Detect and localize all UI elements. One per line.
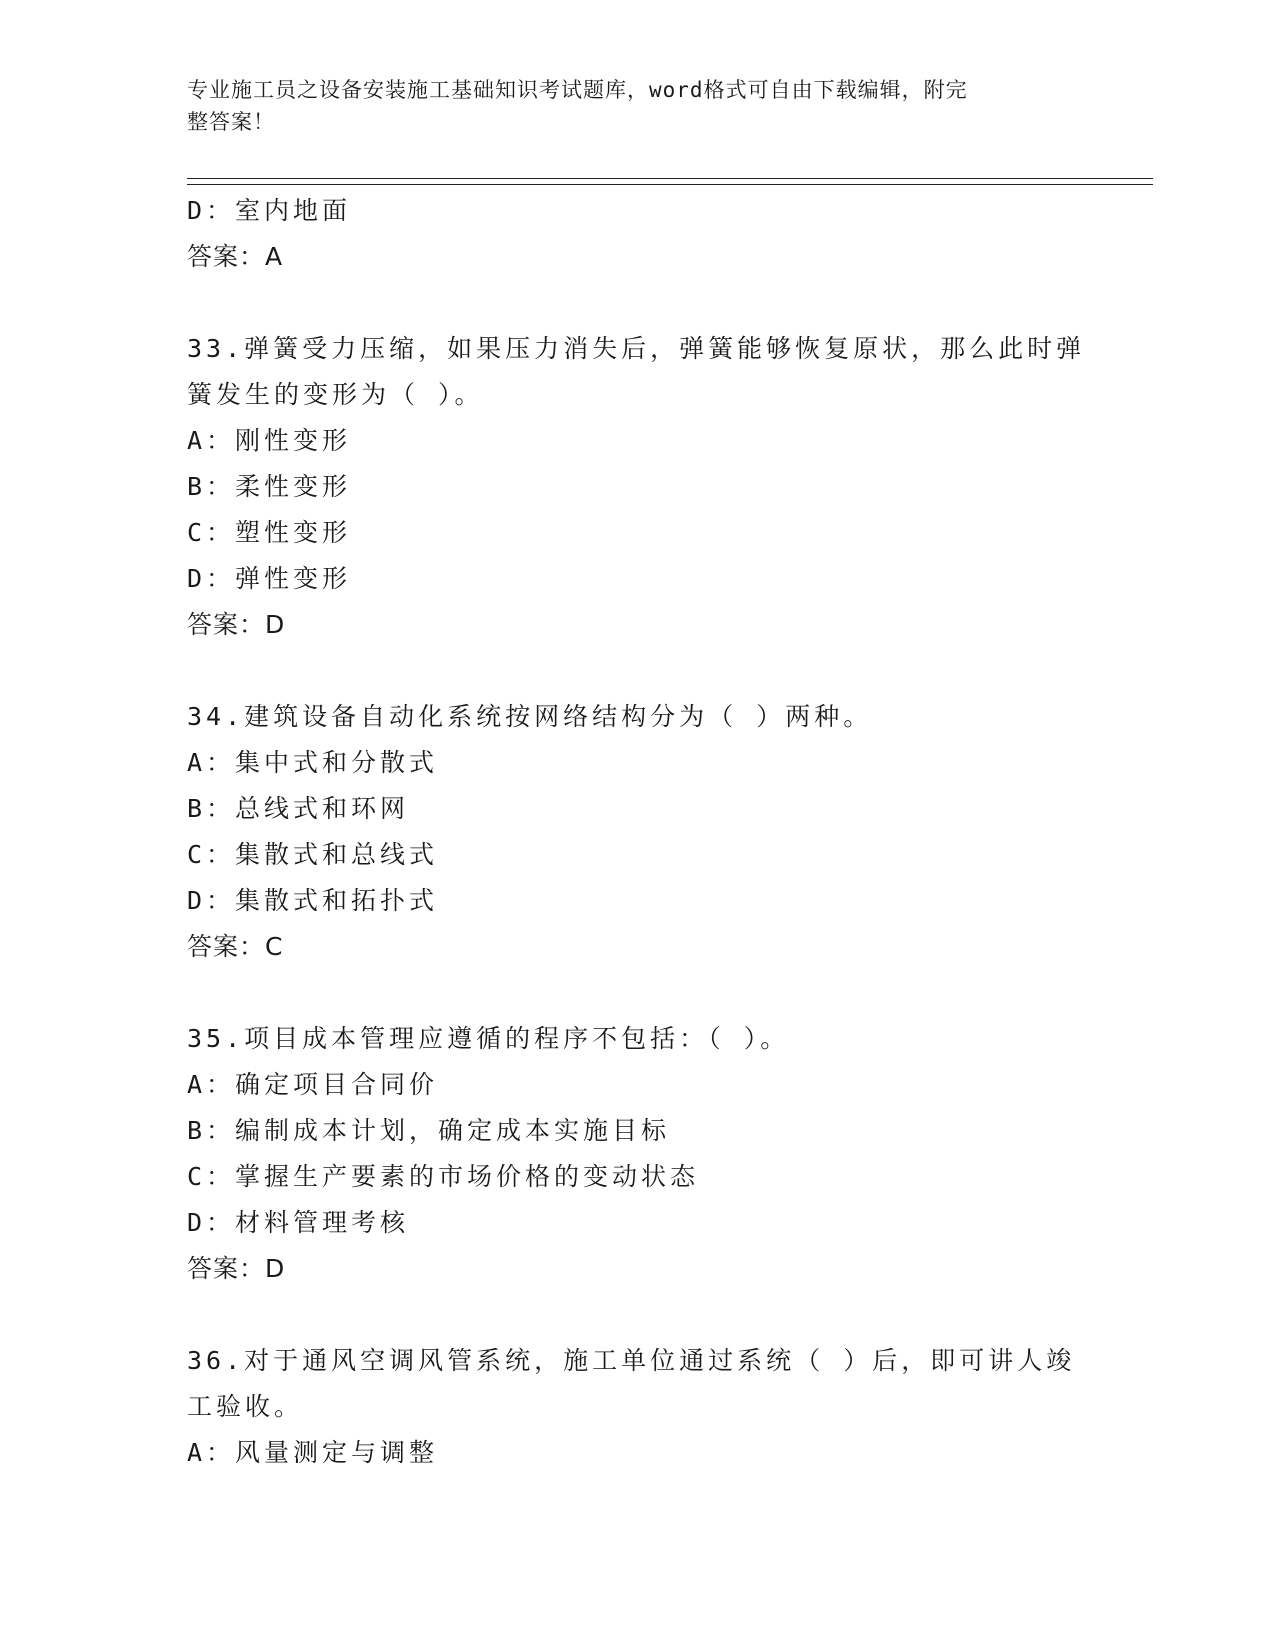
question-33	[187, 326, 1087, 648]
question-stem: 34.建筑设备自动化系统按网络结构分为（ ）两种。	[187, 702, 873, 731]
option-a: A：风量测定与调整	[187, 1438, 439, 1467]
header-line-1: 专业施工员之设备安装施工基础知识考试题库，word格式可自由下载编辑，附完	[187, 78, 968, 102]
header-line-2: 整答案！	[187, 110, 275, 134]
option-d: D：集散式和拓扑式	[187, 886, 439, 915]
question-list	[187, 188, 1087, 1476]
option-d: D：弹性变形	[187, 564, 352, 593]
option-d: D：室内地面	[187, 196, 352, 225]
question-stem: 工验收。	[187, 1392, 304, 1421]
answer: 答案：A	[187, 242, 284, 271]
option-c: C：掌握生产要素的市场价格的变动状态	[187, 1162, 700, 1191]
option-c: C：塑性变形	[187, 518, 352, 547]
question-36	[187, 1338, 1087, 1476]
option-a: A：确定项目合同价	[187, 1070, 439, 1099]
answer: 答案：D	[187, 1254, 286, 1283]
option-b: B：总线式和环网	[187, 794, 410, 823]
question-34	[187, 694, 1087, 970]
question-stem: 36.对于通风空调风管系统，施工单位通过系统（ ）后，即可讲人竣	[187, 1346, 1076, 1375]
question-stem: 簧发生的变形为（ ）。	[187, 380, 484, 409]
question-35	[187, 1016, 1087, 1292]
header-divider-bottom	[187, 184, 1153, 185]
option-d: D：材料管理考核	[187, 1208, 410, 1237]
answer: 答案：D	[187, 610, 286, 639]
option-a: A：刚性变形	[187, 426, 352, 455]
option-b: B：编制成本计划，确定成本实施目标	[187, 1116, 671, 1145]
page-header	[187, 74, 1067, 138]
question-stem: 33.弹簧受力压缩，如果压力消失后，弹簧能够恢复原状，那么此时弹	[187, 334, 1086, 363]
option-b: B：柔性变形	[187, 472, 352, 501]
question-stem: 35.项目成本管理应遵循的程序不包括：（ ）。	[187, 1024, 790, 1053]
option-c: C：集散式和总线式	[187, 840, 439, 869]
answer: 答案：C	[187, 932, 284, 961]
option-a: A：集中式和分散式	[187, 748, 439, 777]
header-divider-top	[187, 178, 1153, 179]
